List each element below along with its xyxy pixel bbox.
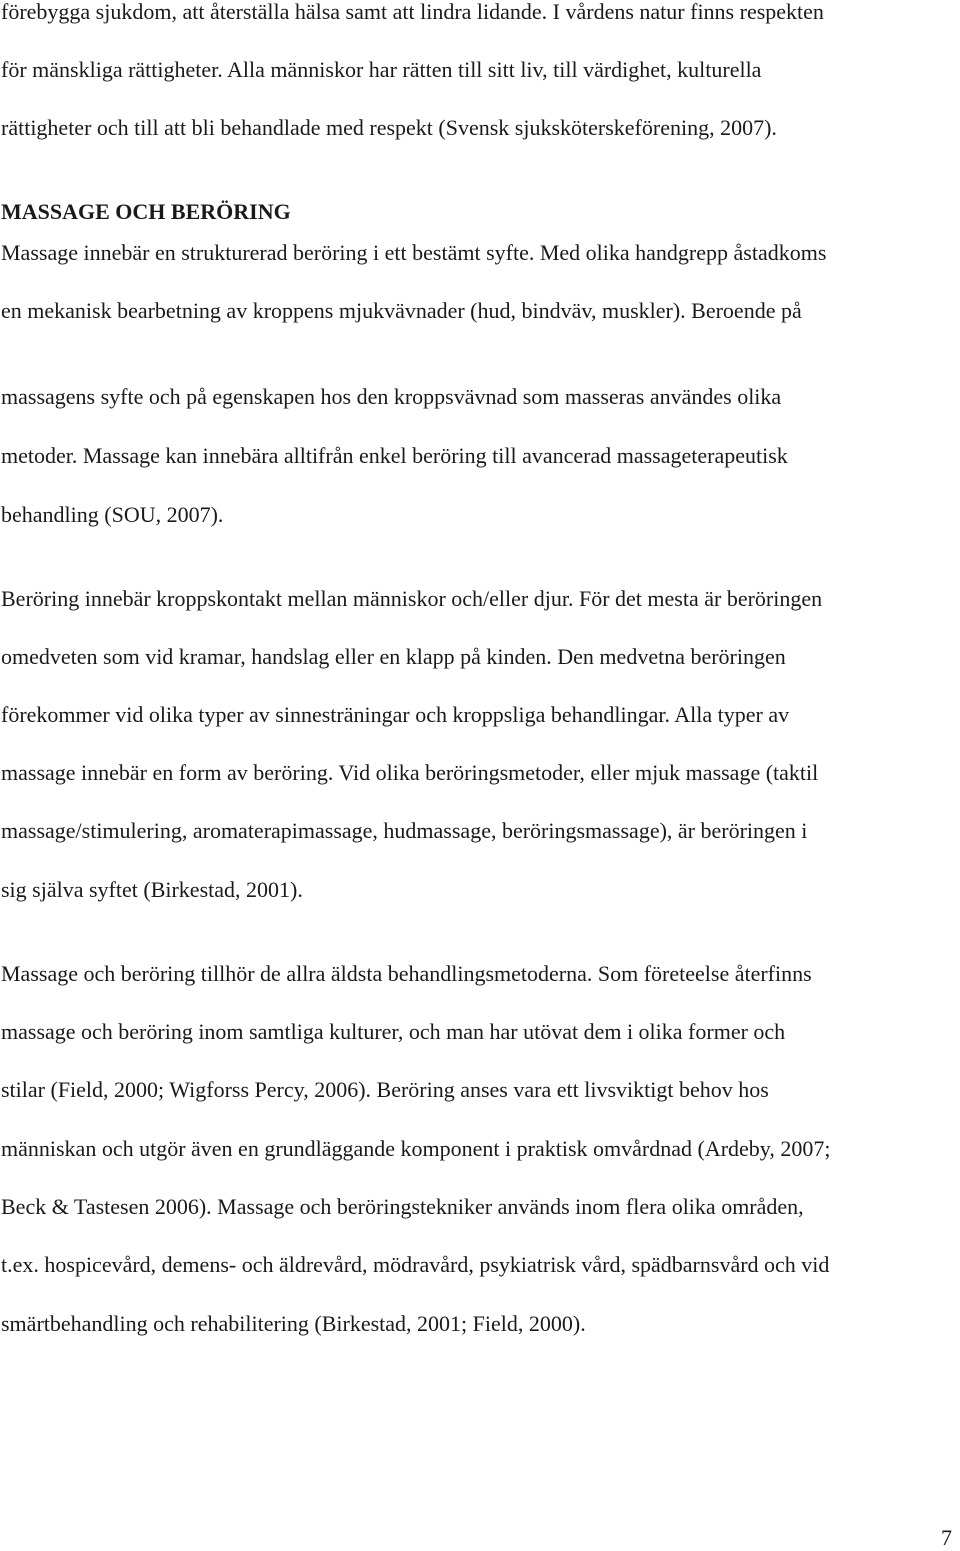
text-line: smärtbehandling och rehabilitering (Birkestad, 2001; Field, 2000). xyxy=(1,1311,586,1336)
text-line: Beck & Tastesen 2006). Massage och beröringstekniker används inom flera olika områden, xyxy=(1,1194,804,1219)
page-number: 7 xyxy=(941,1525,952,1550)
text-line: massage/stimulering, aromaterapimassage, hudmassage, beröringsmassage), är beröringen i xyxy=(1,818,808,843)
text-line: stilar (Field, 2000; Wigforss Percy, 2006). Beröring anses vara ett livsviktigt behov hos xyxy=(1,1077,769,1102)
text-line: människan och utgör även en grundläggande komponent i praktisk omvårdnad (Ardeby, 2007; xyxy=(1,1136,831,1161)
text-line: omedveten som vid kramar, handslag eller en klapp på kinden. Den medvetna beröringen xyxy=(1,644,786,669)
text-line: förebygga sjukdom, att återställa hälsa samt att lindra lidande. I vårdens natur finns respekten xyxy=(1,0,824,24)
text-line: behandling (SOU, 2007). xyxy=(1,502,224,527)
section-heading: MASSAGE OCH BERÖRING xyxy=(1,199,291,224)
text-line: t.ex. hospicevård, demens- och äldrevård, mödravård, psykiatrisk vård, spädbarnsvård och vid xyxy=(1,1252,830,1277)
text-line: Massage och beröring tillhör de allra äldsta behandlingsmetoderna. Som företeelse återfinns xyxy=(1,961,812,986)
text-line: förekommer vid olika typer av sinnesträningar och kroppsliga behandlingar. Alla typer av xyxy=(1,702,790,727)
text-line: Beröring innebär kroppskontakt mellan människor och/eller djur. För det mesta är beröringen xyxy=(1,586,823,611)
text-line: för mänskliga rättigheter. Alla människor har rätten till sitt liv, till värdighet, kulturella xyxy=(1,57,762,82)
text-line: en mekanisk bearbetning av kroppens mjukvävnader (hud, bindväv, muskler). Beroende på xyxy=(1,298,802,323)
text-line: massage och beröring inom samtliga kulturer, och man har utövat dem i olika former och xyxy=(1,1019,786,1044)
text-line: massagens syfte och på egenskapen hos den kroppsvävnad som masseras användes olika xyxy=(1,384,782,409)
text-line: rättigheter och till att bli behandlade med respekt (Svensk sjuksköterskeförening, 2007). xyxy=(1,115,777,140)
text-line: Massage innebär en strukturerad beröring i ett bestämt syfte. Med olika handgrepp åstadkoms xyxy=(1,240,827,265)
text-line: metoder. Massage kan innebära alltifrån enkel beröring till avancerad massageterapeutisk xyxy=(1,443,788,468)
text-line: massage innebär en form av beröring. Vid olika beröringsmetoder, eller mjuk massage (taktil xyxy=(1,760,819,785)
text-line: sig själva syftet (Birkestad, 2001). xyxy=(1,877,303,902)
